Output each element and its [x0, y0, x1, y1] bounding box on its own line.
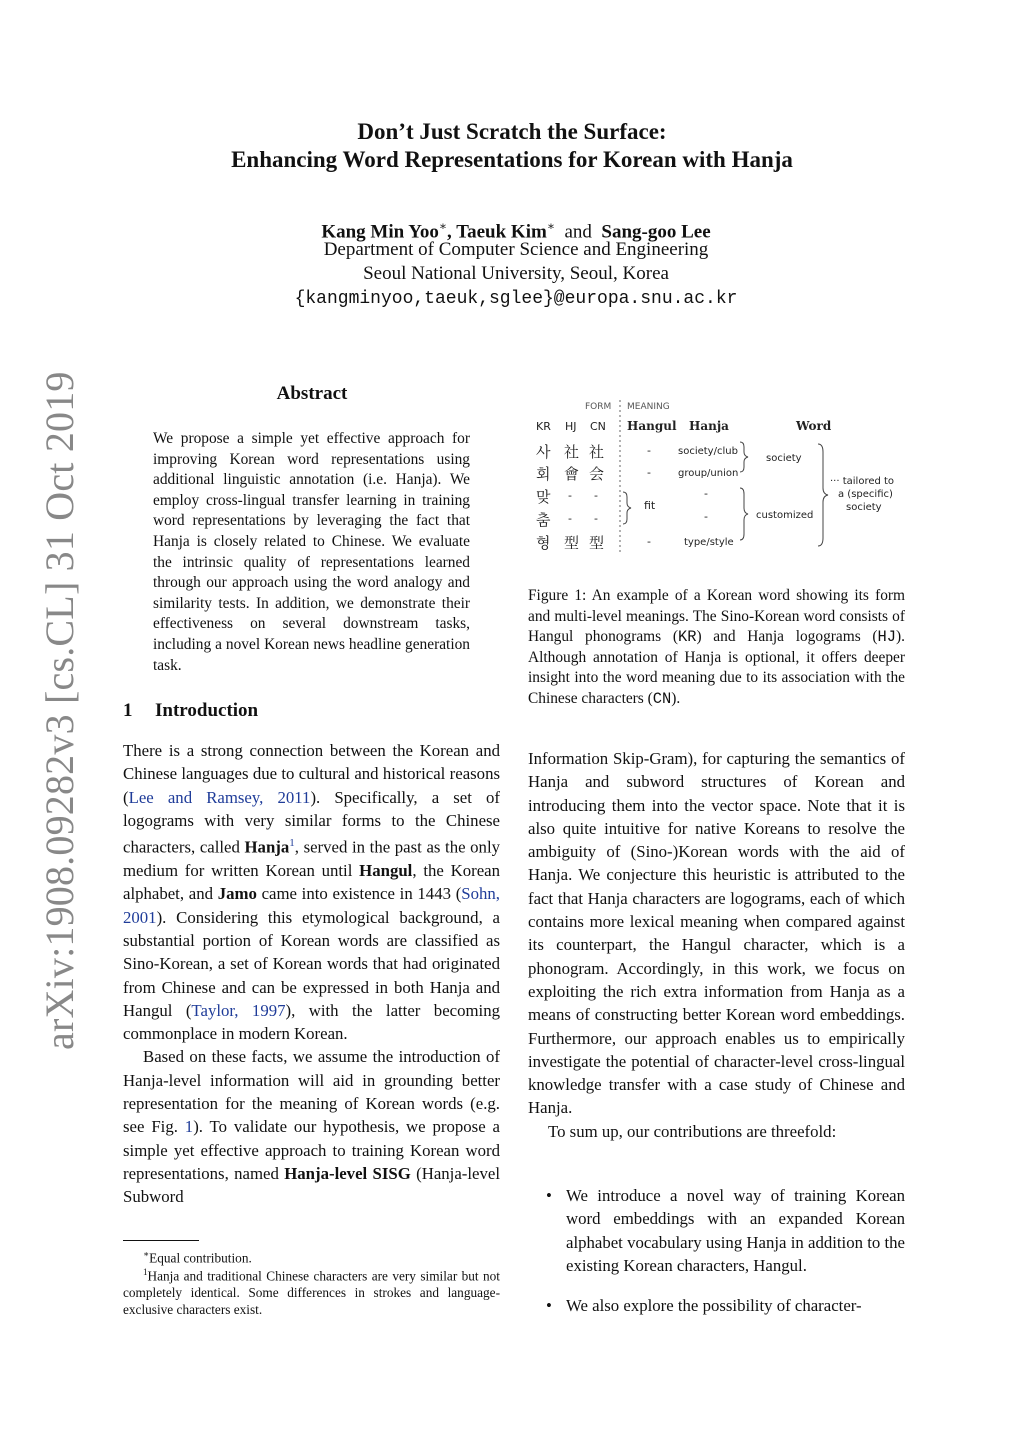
- fig-tailored-line-3: society: [846, 502, 882, 513]
- fig-cn-char: 社: [589, 443, 605, 461]
- footnote-text: Hanja and traditional Chinese characters are very similar but not completely identical. Some differences in strokes and language-exclusive characters exist.: [123, 1268, 500, 1318]
- section-title: Introduction: [155, 700, 259, 721]
- right-paragraph-2: To sum up, our contributions are threefold:: [548, 1121, 837, 1141]
- fig-cn-char: -: [594, 512, 598, 525]
- fig-brace-customized: [740, 488, 748, 540]
- text-run: , the Korean alphabet, and: [123, 861, 500, 904]
- code-kr: KR: [677, 628, 697, 647]
- fig-brace-fit: [623, 492, 631, 524]
- fig-fit-label: fit: [644, 499, 656, 512]
- fig-row: [536, 534, 734, 552]
- fig-kr-char: 맞: [536, 488, 551, 506]
- author-emails: {kangminyoo,taeuk,sglee}@europa.snu.ac.kr: [294, 289, 738, 309]
- fig-cn-char: -: [594, 489, 598, 502]
- right-paragraph-1: Information Skip-Gram), for capturing the semantics of Hanja and subword structures of Korean and introducing them into the vector space. Note that it is also quite intuitive for native Koreans to resolve the ambiguity of (Sino-)Korean words with the aid of Hanja. We conjecture this heuristic is attributed to the fact that Hanja characters are logograms, each of which contains more lexical meaning when compared against its counterpart, the Hangul character, which is a phonogram. Accordingly, in this work, we focus on exploiting the rich extra information from Hanja as a means of constructing better Korean word embeddings. Furthermore, our approach enables us to empirically investigate the potential of character-level cross-lingual knowledge transfer with a case study of Chinese and Hanja.: [528, 749, 905, 1118]
- fig-hj-char: -: [568, 512, 572, 525]
- intro-right-column: [528, 747, 905, 1143]
- fig-cn-char: 会: [589, 465, 605, 483]
- author-2: Taeuk Kim: [456, 221, 547, 243]
- text-run: ). Although annotation of Hanja is optional, it offers deeper insight into the word meaning due to its association with the Chinese characters (: [528, 628, 905, 707]
- fig-tailored-line-1: ··· tailored to: [830, 476, 895, 487]
- term-hangul: Hangul: [359, 861, 413, 881]
- fig-hanja-meaning: society/club: [678, 446, 738, 457]
- fig-col-cn: CN: [590, 420, 606, 433]
- contribution-text: We introduce a novel way of training Korean word embeddings with an expanded Korean alphabet vocabulary using Hanja in addition to the existing Korean characters, Hangul.: [566, 1186, 905, 1275]
- contribution-text: We also explore the possibility of character-: [566, 1296, 862, 1316]
- term-hanja-level-sisg: Hanja-level SISG: [284, 1163, 411, 1183]
- contribution-list: [528, 1184, 905, 1334]
- fig-society-label: society: [766, 453, 802, 464]
- section-heading-introduction: [123, 700, 258, 722]
- intro-left-column: [123, 739, 500, 1209]
- bullet-dot: •: [546, 1186, 552, 1205]
- fig-kr-char: 사: [536, 443, 551, 461]
- author-department: Department of Computer Science and Engineering: [323, 239, 709, 260]
- fig-hanja-meaning: -: [704, 510, 708, 523]
- fig-hangul-meaning: -: [647, 444, 651, 457]
- fig-customized-label: customized: [756, 510, 814, 521]
- section-number: 1: [123, 700, 133, 721]
- fig-hj-char: 會: [564, 465, 580, 483]
- text-run: came into existence in 1443 (: [256, 884, 462, 904]
- bullet-dot: •: [546, 1296, 552, 1316]
- fig-cn-char: 型: [589, 534, 605, 552]
- footnote-rule: [123, 1240, 199, 1241]
- fig-kr-char: 형: [536, 534, 551, 552]
- fig-kr-char: 회: [536, 465, 551, 483]
- intro-paragraph-2: [123, 1045, 500, 1208]
- text-run: ).: [671, 689, 681, 707]
- fig-hj-char: 型: [564, 534, 580, 552]
- figure-reference[interactable]: 1: [184, 1117, 194, 1137]
- fig-hanja-meaning: group/union: [678, 468, 739, 479]
- fig-row: [536, 487, 708, 506]
- fig-col-kr: KR: [536, 420, 551, 433]
- footnote-1: [123, 1264, 500, 1318]
- author-and: and: [564, 221, 592, 243]
- text-run: ) and Hanja logograms (: [696, 628, 878, 646]
- code-cn: CN: [652, 689, 672, 708]
- fig-hanja-meaning: type/style: [684, 537, 734, 548]
- text-run: Based on these facts, we assume the introduction of Hanja-level information will aid in grounding better representation for the meaning of Korean words (e.g. see Fig.: [123, 1047, 500, 1137]
- fig-row: [536, 465, 738, 483]
- footnote-mark: 1: [143, 1267, 148, 1277]
- footnote-mark: ∗: [143, 1249, 150, 1259]
- fig-col-hj: HJ: [565, 420, 577, 433]
- author-separator: ,: [447, 221, 457, 243]
- footnote-ref-1[interactable]: 1: [289, 837, 295, 850]
- author-1: Kang Min Yoo: [321, 221, 439, 243]
- citation-lee-ramsey[interactable]: Lee and Ramsey, 2011: [128, 787, 311, 807]
- fig-label-meaning: MEANING: [627, 402, 670, 412]
- fig-kr-char: 춤: [536, 511, 551, 529]
- fig-col-hangul: Hangul: [627, 419, 677, 433]
- fig-row: [536, 510, 708, 529]
- author-3: Sang-goo Lee: [601, 221, 711, 243]
- text-run: Figure 1: An example of a Korean word showing its form and multi-level meanings. The Sino-Korean word consists of Hangul phonograms (: [528, 587, 905, 646]
- fig-col-hanja: Hanja: [689, 419, 729, 433]
- arxiv-identifier: arXiv:1908.09282v3 [cs.CL] 31 Oct 2019: [37, 371, 82, 1050]
- fig-hj-char: -: [568, 489, 572, 502]
- equal-contribution-mark: ∗: [546, 219, 555, 233]
- paper-title-line-1: Don’t Just Scratch the Surface:: [357, 119, 667, 144]
- text-run: (Hanja-level Subword: [123, 1163, 500, 1207]
- fig-hanja-meaning: -: [704, 487, 708, 500]
- text-run: ). Specifically, a set of logograms with very similar forms to the Chinese characters, called: [123, 787, 500, 857]
- fig-brace-word: [818, 444, 828, 546]
- fig-label-form: FORM: [585, 402, 612, 412]
- fig-hangul-meaning: -: [647, 535, 651, 548]
- term-jamo: Jamo: [217, 884, 257, 904]
- text-run: ). Considering this etymological background, a substantial portion of Korean words are classified as Sino-Korean, a set of Korean words that had originated from Chinese and can be expressed in both Hanja and Hangul (: [123, 907, 500, 1020]
- paper-title-line-2: Enhancing Word Representations for Korean with Hanja: [231, 147, 793, 172]
- fig-col-word: Word: [796, 419, 832, 433]
- abstract-heading: Abstract: [276, 383, 348, 404]
- fig-hj-char: 社: [564, 443, 580, 461]
- citation-sohn[interactable]: Sohn, 2001: [123, 884, 500, 927]
- text-run: ). To validate our hypothesis, we propose a simple yet effective approach to training Korean word representations, named: [123, 1117, 500, 1183]
- fig-row: [536, 443, 738, 461]
- abstract-text: We propose a simple yet effective approach for improving Korean word representations using additional linguistic annotation (i.e. Hanja). We employ cross-lingual transfer learning in training word representations by leveraging the fact that Hanja is closely related to Chinese. We evaluate the intrinsic quality of representations learned through our approach using the word analogy and similarity tests. In addition, we demonstrate their effectiveness on several downstream tasks, including a novel Korean news headline generation task.: [153, 430, 470, 674]
- equal-contribution-mark: ∗: [438, 219, 448, 233]
- term-hanja: Hanja: [244, 837, 290, 857]
- code-hj: HJ: [877, 628, 897, 647]
- intro-paragraph-1: [123, 739, 500, 1045]
- footnote-text: Equal contribution.: [149, 1250, 252, 1266]
- text-run: ), with the latter becoming commonplace in modern Korean.: [123, 1000, 500, 1044]
- fig-hangul-meaning: -: [647, 466, 651, 479]
- text-run: , served in the past as the only medium for written Korean until: [123, 837, 500, 881]
- author-university: Seoul National University, Seoul, Korea: [363, 263, 669, 284]
- citation-taylor[interactable]: Taylor, 1997: [191, 1000, 286, 1020]
- text-run: There is a strong connection between the Korean and Chinese languages due to cultural and historical reasons (: [123, 741, 500, 807]
- fig-tailored-line-2: a (specific): [838, 489, 893, 500]
- fig-brace-society: [740, 442, 748, 472]
- figure-1-diagram: [528, 396, 906, 556]
- contribution-item: [528, 1294, 905, 1317]
- contribution-item: [528, 1184, 905, 1277]
- figure-1-caption: [528, 586, 905, 710]
